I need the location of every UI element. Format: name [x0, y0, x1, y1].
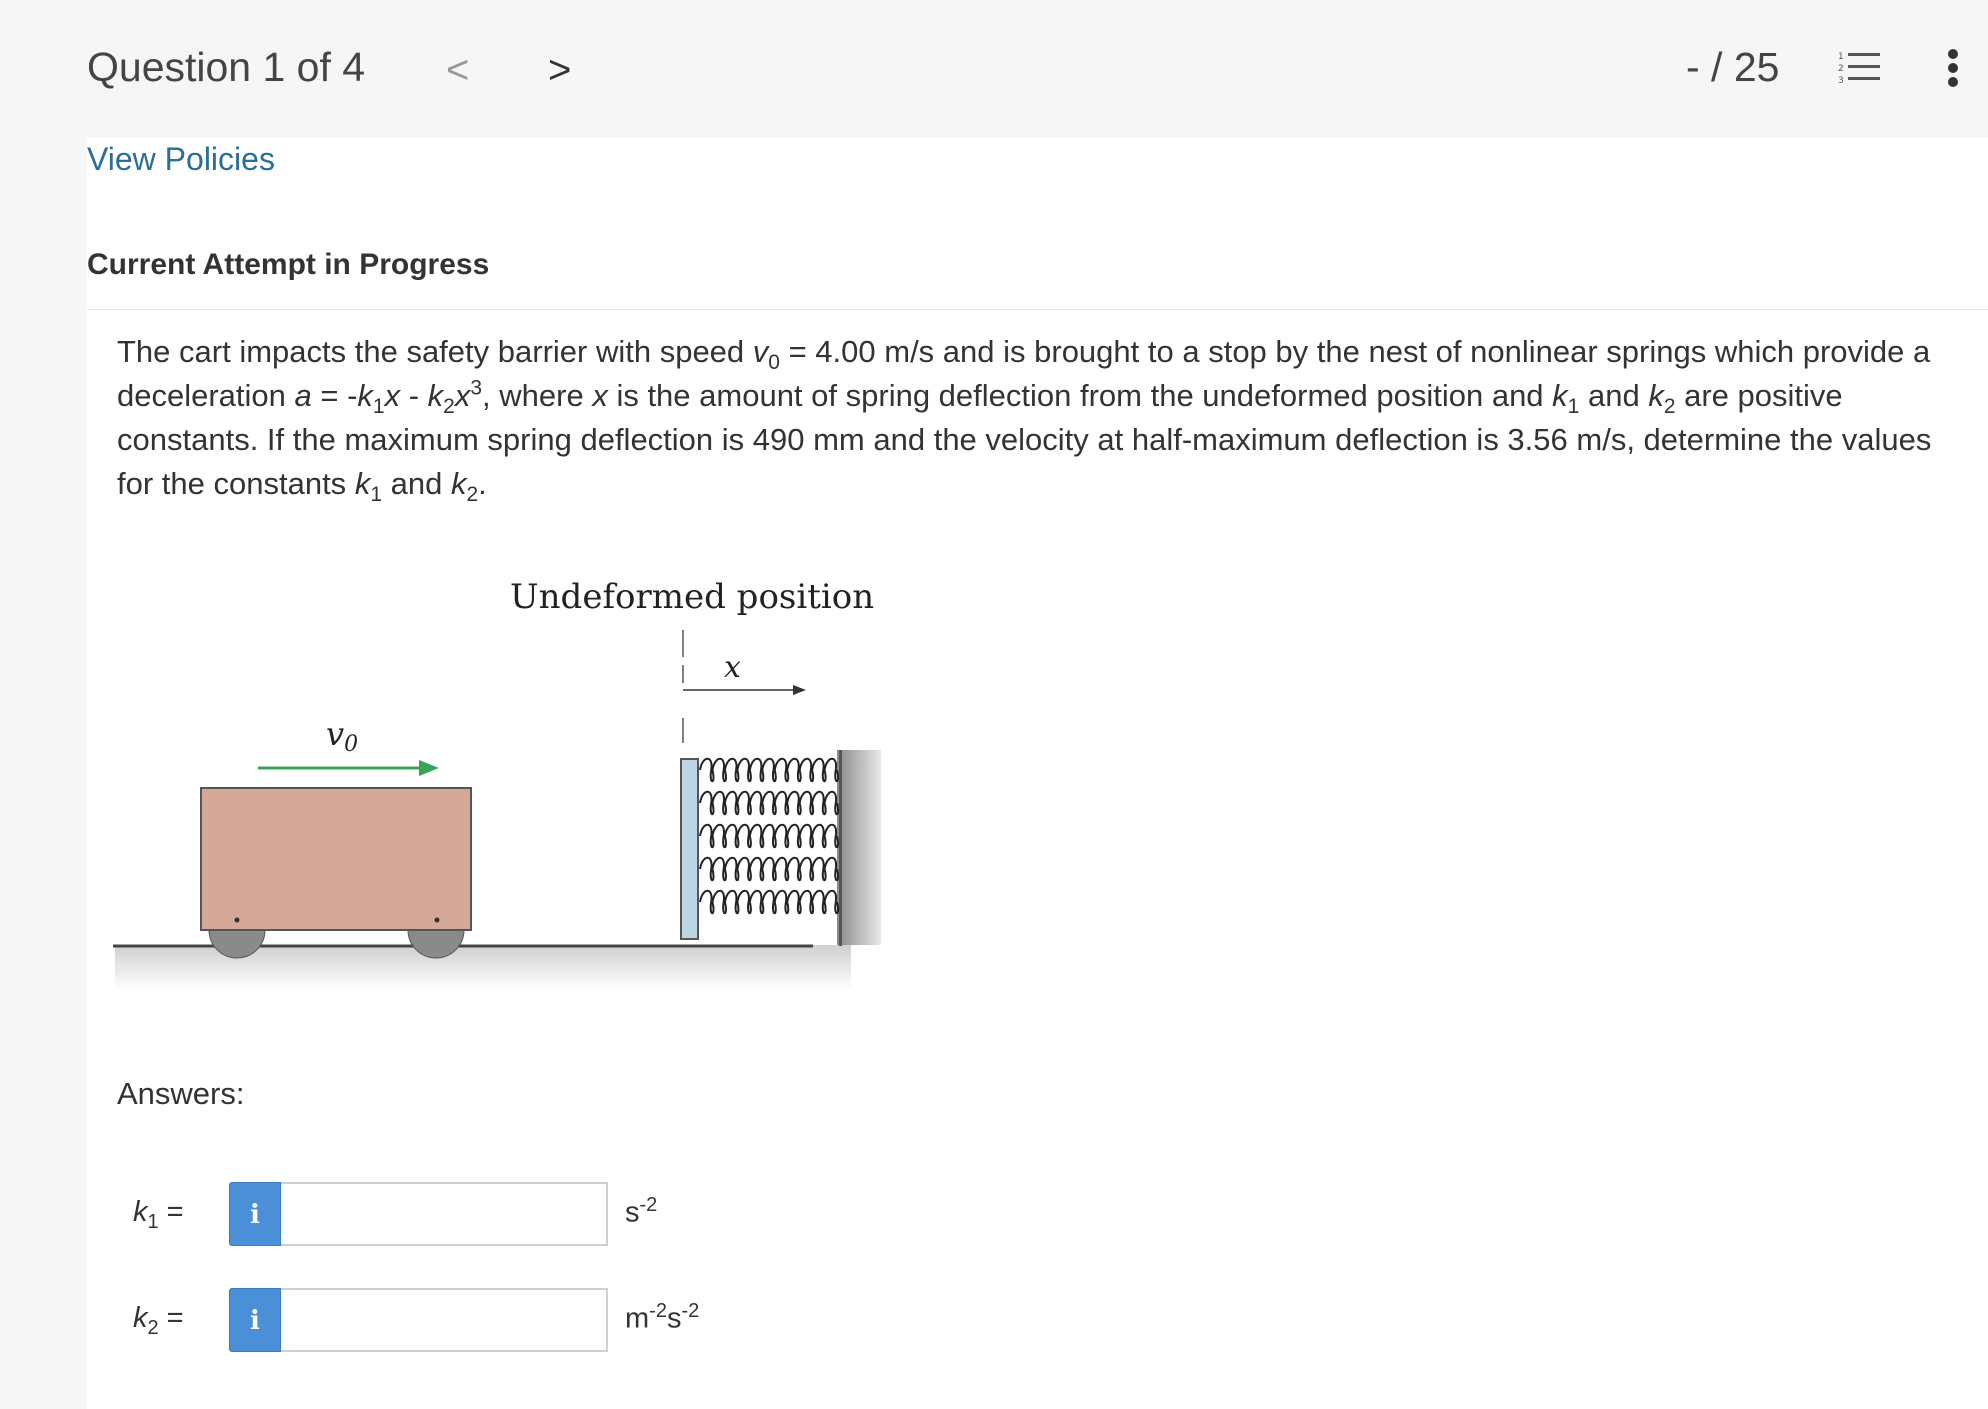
spring-coil [700, 825, 838, 848]
previous-question-button[interactable]: < [446, 48, 470, 92]
top-bar [0, 0, 1988, 138]
attempt-heading: Current Attempt in Progress [87, 248, 490, 281]
k1-input[interactable] [281, 1182, 608, 1246]
spring-coil [700, 891, 838, 914]
k2-info-button[interactable]: i [229, 1288, 281, 1352]
svg-text:1: 1 [1838, 52, 1844, 62]
barrier-plate [681, 759, 698, 939]
spring-coil [700, 792, 838, 815]
view-policies-link[interactable]: View Policies [87, 141, 275, 177]
k2-unit: $m^{-2}s^{-2}$ [625, 1300, 700, 1335]
k2-input[interactable] [281, 1288, 608, 1352]
divider [87, 309, 1988, 310]
answer-row-k1 [0, 1182, 1988, 1248]
svg-text:3: 3 [1838, 76, 1844, 86]
spring-coil [700, 759, 838, 782]
k2-label: $k_2$ = [133, 1302, 184, 1339]
barrier-wall [837, 750, 881, 945]
more-options-icon[interactable] [1946, 48, 1960, 93]
cart-spring-figure [113, 575, 893, 1000]
k1-label: $k_1$ = [133, 1196, 184, 1233]
score-display: - / 25 [1686, 44, 1780, 90]
next-question-button[interactable]: > [548, 48, 572, 92]
svg-text:2: 2 [1838, 64, 1844, 74]
spring-nest [700, 759, 838, 914]
question-list-icon[interactable] [1838, 50, 1880, 91]
v0-label: v0 [326, 715, 359, 757]
k1-info-button[interactable]: i [229, 1182, 281, 1246]
answer-row-k2 [0, 1288, 1988, 1354]
answers-label: Answers: [117, 1076, 245, 1111]
x-label: x [724, 650, 741, 685]
undeformed-position-label: Undeformed position [510, 577, 875, 617]
question-counter: Question 1 of 4 [87, 44, 366, 90]
k1-unit: $s^{-2}$ [625, 1194, 658, 1229]
problem-statement: The cart impacts the safety barrier with speed $v_0 = 4.00$ m/s and is brought to a stop by the nest of nonlinear springs which provide a deceleration $a = -k_1x - k_2x^3$, where x is the amount of spring deflection from the undeformed position and $k_1$ and $k_2$ are positive constants. If the maximum spring deflection is 490 mm and the velocity at half-maximum deflection is 3.56 m/s, determine the values for the constants $k_1$ and $k_2$. [117, 334, 1932, 507]
cart-body [201, 788, 471, 930]
spring-coil [700, 858, 838, 881]
